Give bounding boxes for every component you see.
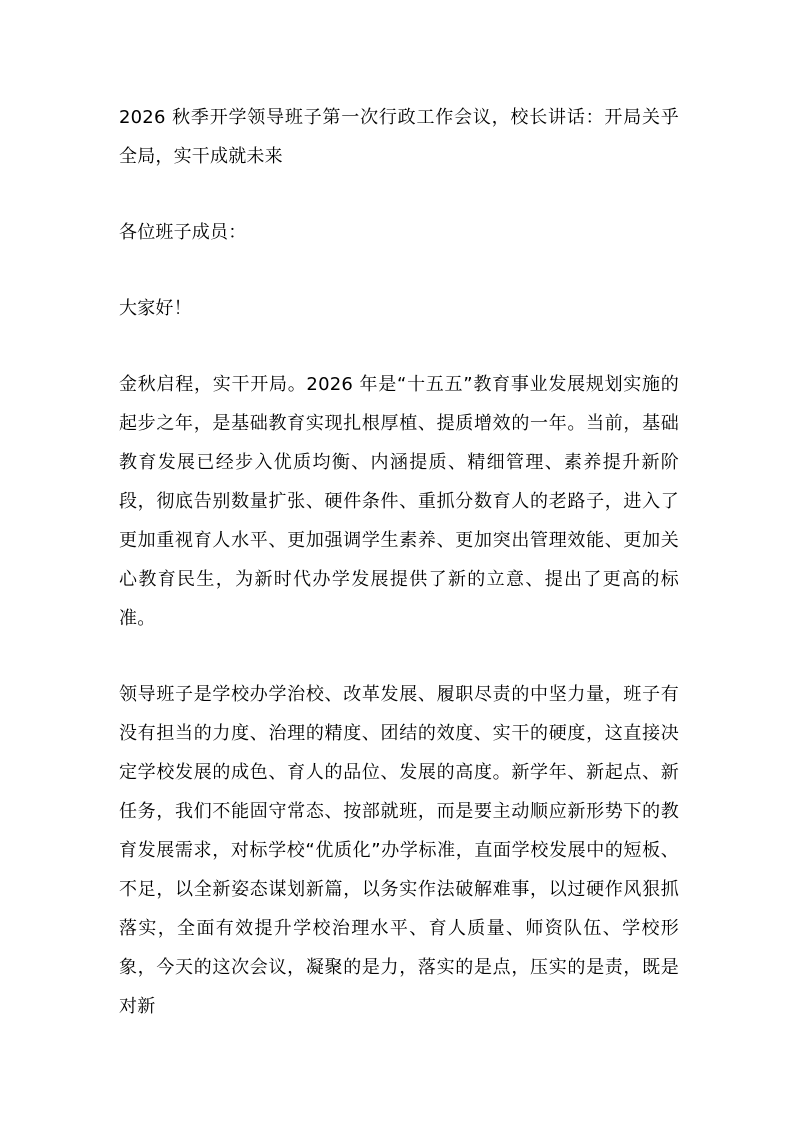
document-title: 2026 秋季开学领导班子第一次行政工作会议，校长讲话：开局关乎全局，实干成就未来 — [119, 107, 679, 167]
salutation: 各位班子成员： — [119, 222, 247, 243]
greeting: 大家好！ — [119, 298, 192, 319]
document-body — [119, 98, 679, 1026]
body-paragraph-2: 领导班子是学校办学治校、改革发展、履职尽责的中坚力量，班子有没有担当的力度、治理的精度、团结的效度、实干的硬度，这直接决定学校发展的成色、育人的品位、发展的高度。新学年、新起点、新任务，我们不能固守常态、按部就班，而是要主动顺应新形势下的教育发展需求，对标学校“优质化”办学标准，直面学校发展中的短板、不足，以全新姿态谋划新篇，以务实作法破解难事，以过硬作风狠抓落实，全面有效提升学校治理水平、育人质量、师资队伍、学校形象，今天的这次会议，凝聚的是力，落实的是点，压实的是责，既是对新 — [119, 684, 679, 1017]
body-paragraph-1: 金秋启程，实干开局。2026 年是“十五五”教育事业发展规划实施的起步之年，是基础教育实现扎根厚植、提质增效的一年。当前，基础教育发展已经步入优质均衡、内涵提质、精细管理、素养提升新阶段，彻底告别数量扩张、硬件条件、重抓分数育人的老路子，进入了更加重视育人水平、更加强调学生素养、更加突出管理效能、更加关心教育民生，为新时代办学发展提供了新的立意、提出了更高的标准。 — [119, 374, 679, 629]
